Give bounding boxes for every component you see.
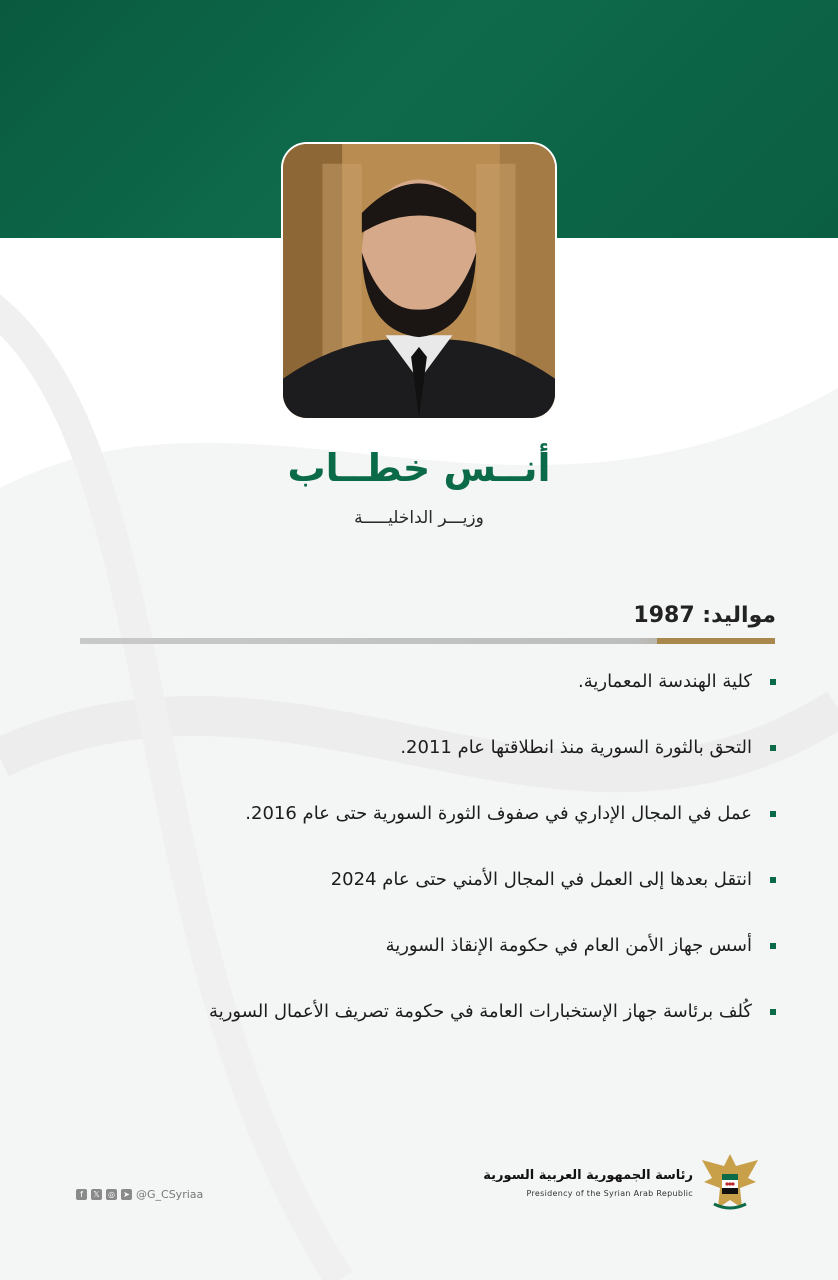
- bullet-icon: [770, 679, 776, 685]
- birth-year: مواليد: 1987: [633, 603, 776, 628]
- bullet-icon: [770, 745, 776, 751]
- presidency-english: Presidency of the Syrian Arab Republic: [526, 1189, 693, 1198]
- minister-name: أنــس خطــاب: [287, 446, 551, 490]
- bullet-icon: [770, 1009, 776, 1015]
- facebook-icon[interactable]: f: [76, 1189, 87, 1200]
- list-item: أسس جهاز الأمن العام في حكومة الإنقاذ السورية: [76, 932, 776, 998]
- bullet-icon: [770, 811, 776, 817]
- list-item: انتقل بعدها إلى العمل في المجال الأمني حتى عام 2024: [76, 866, 776, 932]
- minister-portrait: [281, 142, 557, 420]
- presidency-arabic: رئاسة الجمهورية العربية السورية: [483, 1168, 693, 1183]
- instagram-icon[interactable]: ◎: [106, 1189, 117, 1200]
- list-item: التحق بالثورة السورية منذ انطلاقتها عام 2011.: [76, 734, 776, 800]
- bullet-icon: [770, 877, 776, 883]
- list-item: كلية الهندسة المعمارية.: [76, 668, 776, 734]
- biography-list: [76, 668, 776, 1064]
- list-item: كُلف برئاسة جهاز الإستخبارات العامة في حكومة تصريف الأعمال السورية: [76, 998, 776, 1064]
- x-icon[interactable]: 𝕏: [91, 1189, 102, 1200]
- minister-role: وزيـــر الداخليـــــة: [354, 508, 484, 528]
- list-item: عمل في المجال الإداري في صفوف الثورة السورية حتى عام 2016.: [76, 800, 776, 866]
- social-handles: [76, 1188, 203, 1201]
- eagle-emblem-icon: [696, 1148, 764, 1216]
- section-divider: [80, 638, 775, 644]
- presidency-label: [483, 1168, 693, 1198]
- telegram-icon[interactable]: ➤: [121, 1189, 132, 1200]
- bullet-icon: [770, 943, 776, 949]
- social-handle[interactable]: @G_CSyriaa: [136, 1188, 204, 1201]
